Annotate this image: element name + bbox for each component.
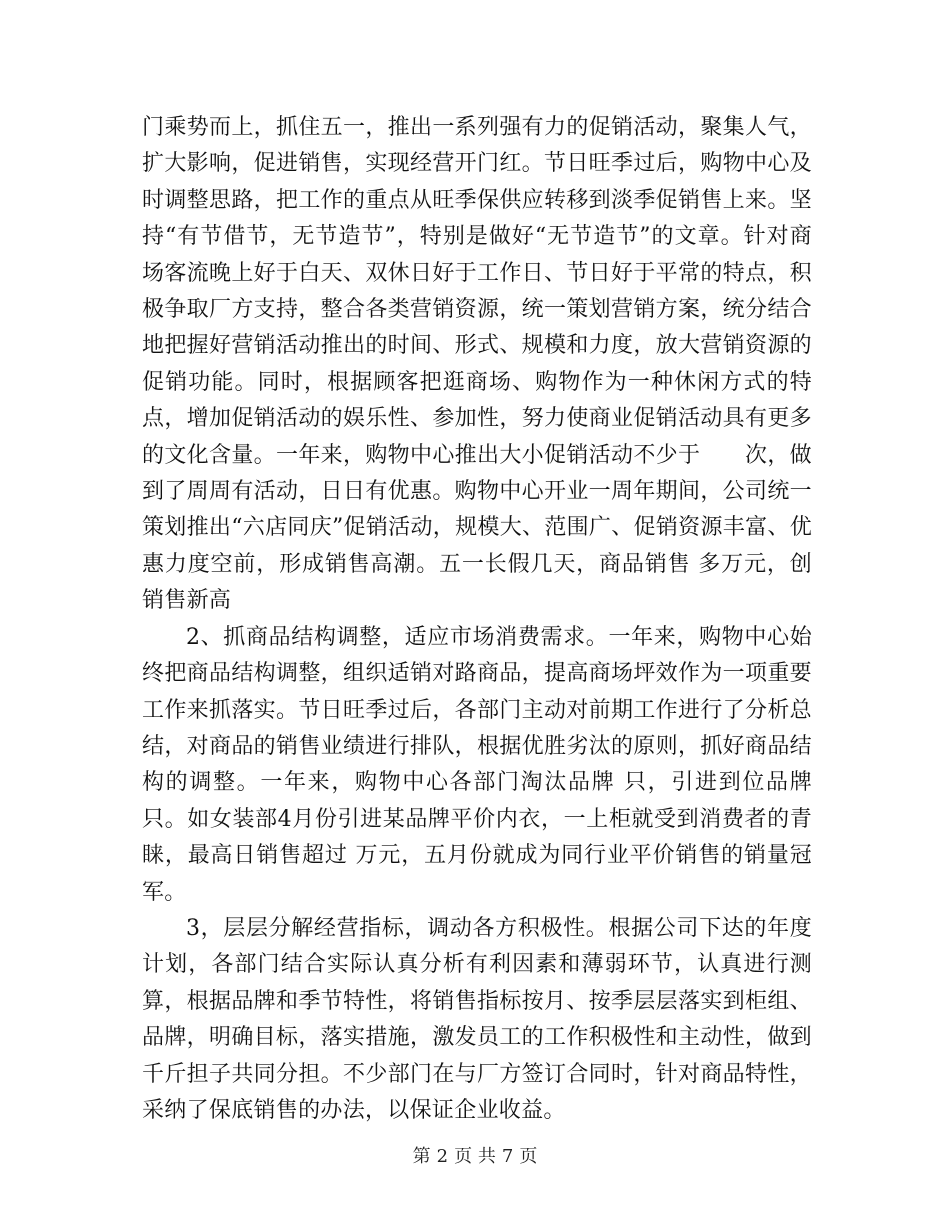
footer-current-page: 2 [436, 1146, 449, 1167]
paragraph-item-3: 3，层层分解经营指标，调动各方积极性。根据公司下达的年度计划，各部门结合实际认真分析有利因素和薄弱环节，认真进行测算，根据品牌和季节特性，将销售指标按月、按季层层落实到柜组、品牌，明确目标，落实措施，激发员工的工作积极性和主动性，做到千斤担子共同分担。不少部门在与厂方签订合同时，针对商品特性，采纳了保底销售的办法，以保证企业收益。 [142, 915, 812, 1123]
page-footer [0, 1142, 950, 1168]
paragraph-item-2: 2、抓商品结构调整，适应市场消费需求。一年来，购物中心始终把商品结构调整，组织适销对路商品，提高商场坪效作为一项重要工作来抓落实。节日旺季过后，各部门主动对前期工作进行了分析总结，对商品的销售业绩进行排队，根据优胜劣汰的原则，抓好商品结构的调整。一年来，购物中心各部门淘汰品牌 只，引进到位品牌 只。如女装部4月份引进某品牌平价内衣，一上柜就受到消费者的青睐，最高日销售超过 万元，五月份就成为同行业平价销售的销量冠军。 [142, 624, 820, 905]
paragraph-continuation: 门乘势而上，抓住五一，推出一系列强有力的促销活动，聚集人气，扩大影响，促进销售，实现经营开门红。节日旺季过后，购物中心及时调整思路，把工作的重点从旺季保供应转移到淡季促销售上来。坚持“有节借节，无节造节”，特别是做好“无节造节”的文章。针对商场客流晚上好于白天、双休日好于工作日、节日好于平常的特点，积极争取厂方支持，整合各类营销资源，统一策划营销方案，统分结合地把握好营销活动推出的时间、形式、规模和力度，放大营销资源的促销功能。同时，根据顾客把逛商场、购物作为一种休闲方式的特点，增加促销活动的娱乐性、参加性，努力使商业促销活动具有更多的文化含量。一年来，购物中心推出大小促销活动不少于 次，做到了周周有活动，日日有优惠。购物中心开业一周年期间，公司统一策划推出“六店同庆”促销活动，规模大、范围广、促销资源丰富、优惠力度空前，形成销售高潮。五一长假几天，商品销售 多万元，创销售新高 [142, 115, 812, 614]
footer-total-pages: 7 [501, 1146, 514, 1167]
footer-prefix: 第 [412, 1146, 431, 1167]
footer-middle: 页 共 [454, 1146, 496, 1167]
footer-suffix: 页 [519, 1146, 538, 1167]
document-body [142, 110, 820, 1129]
